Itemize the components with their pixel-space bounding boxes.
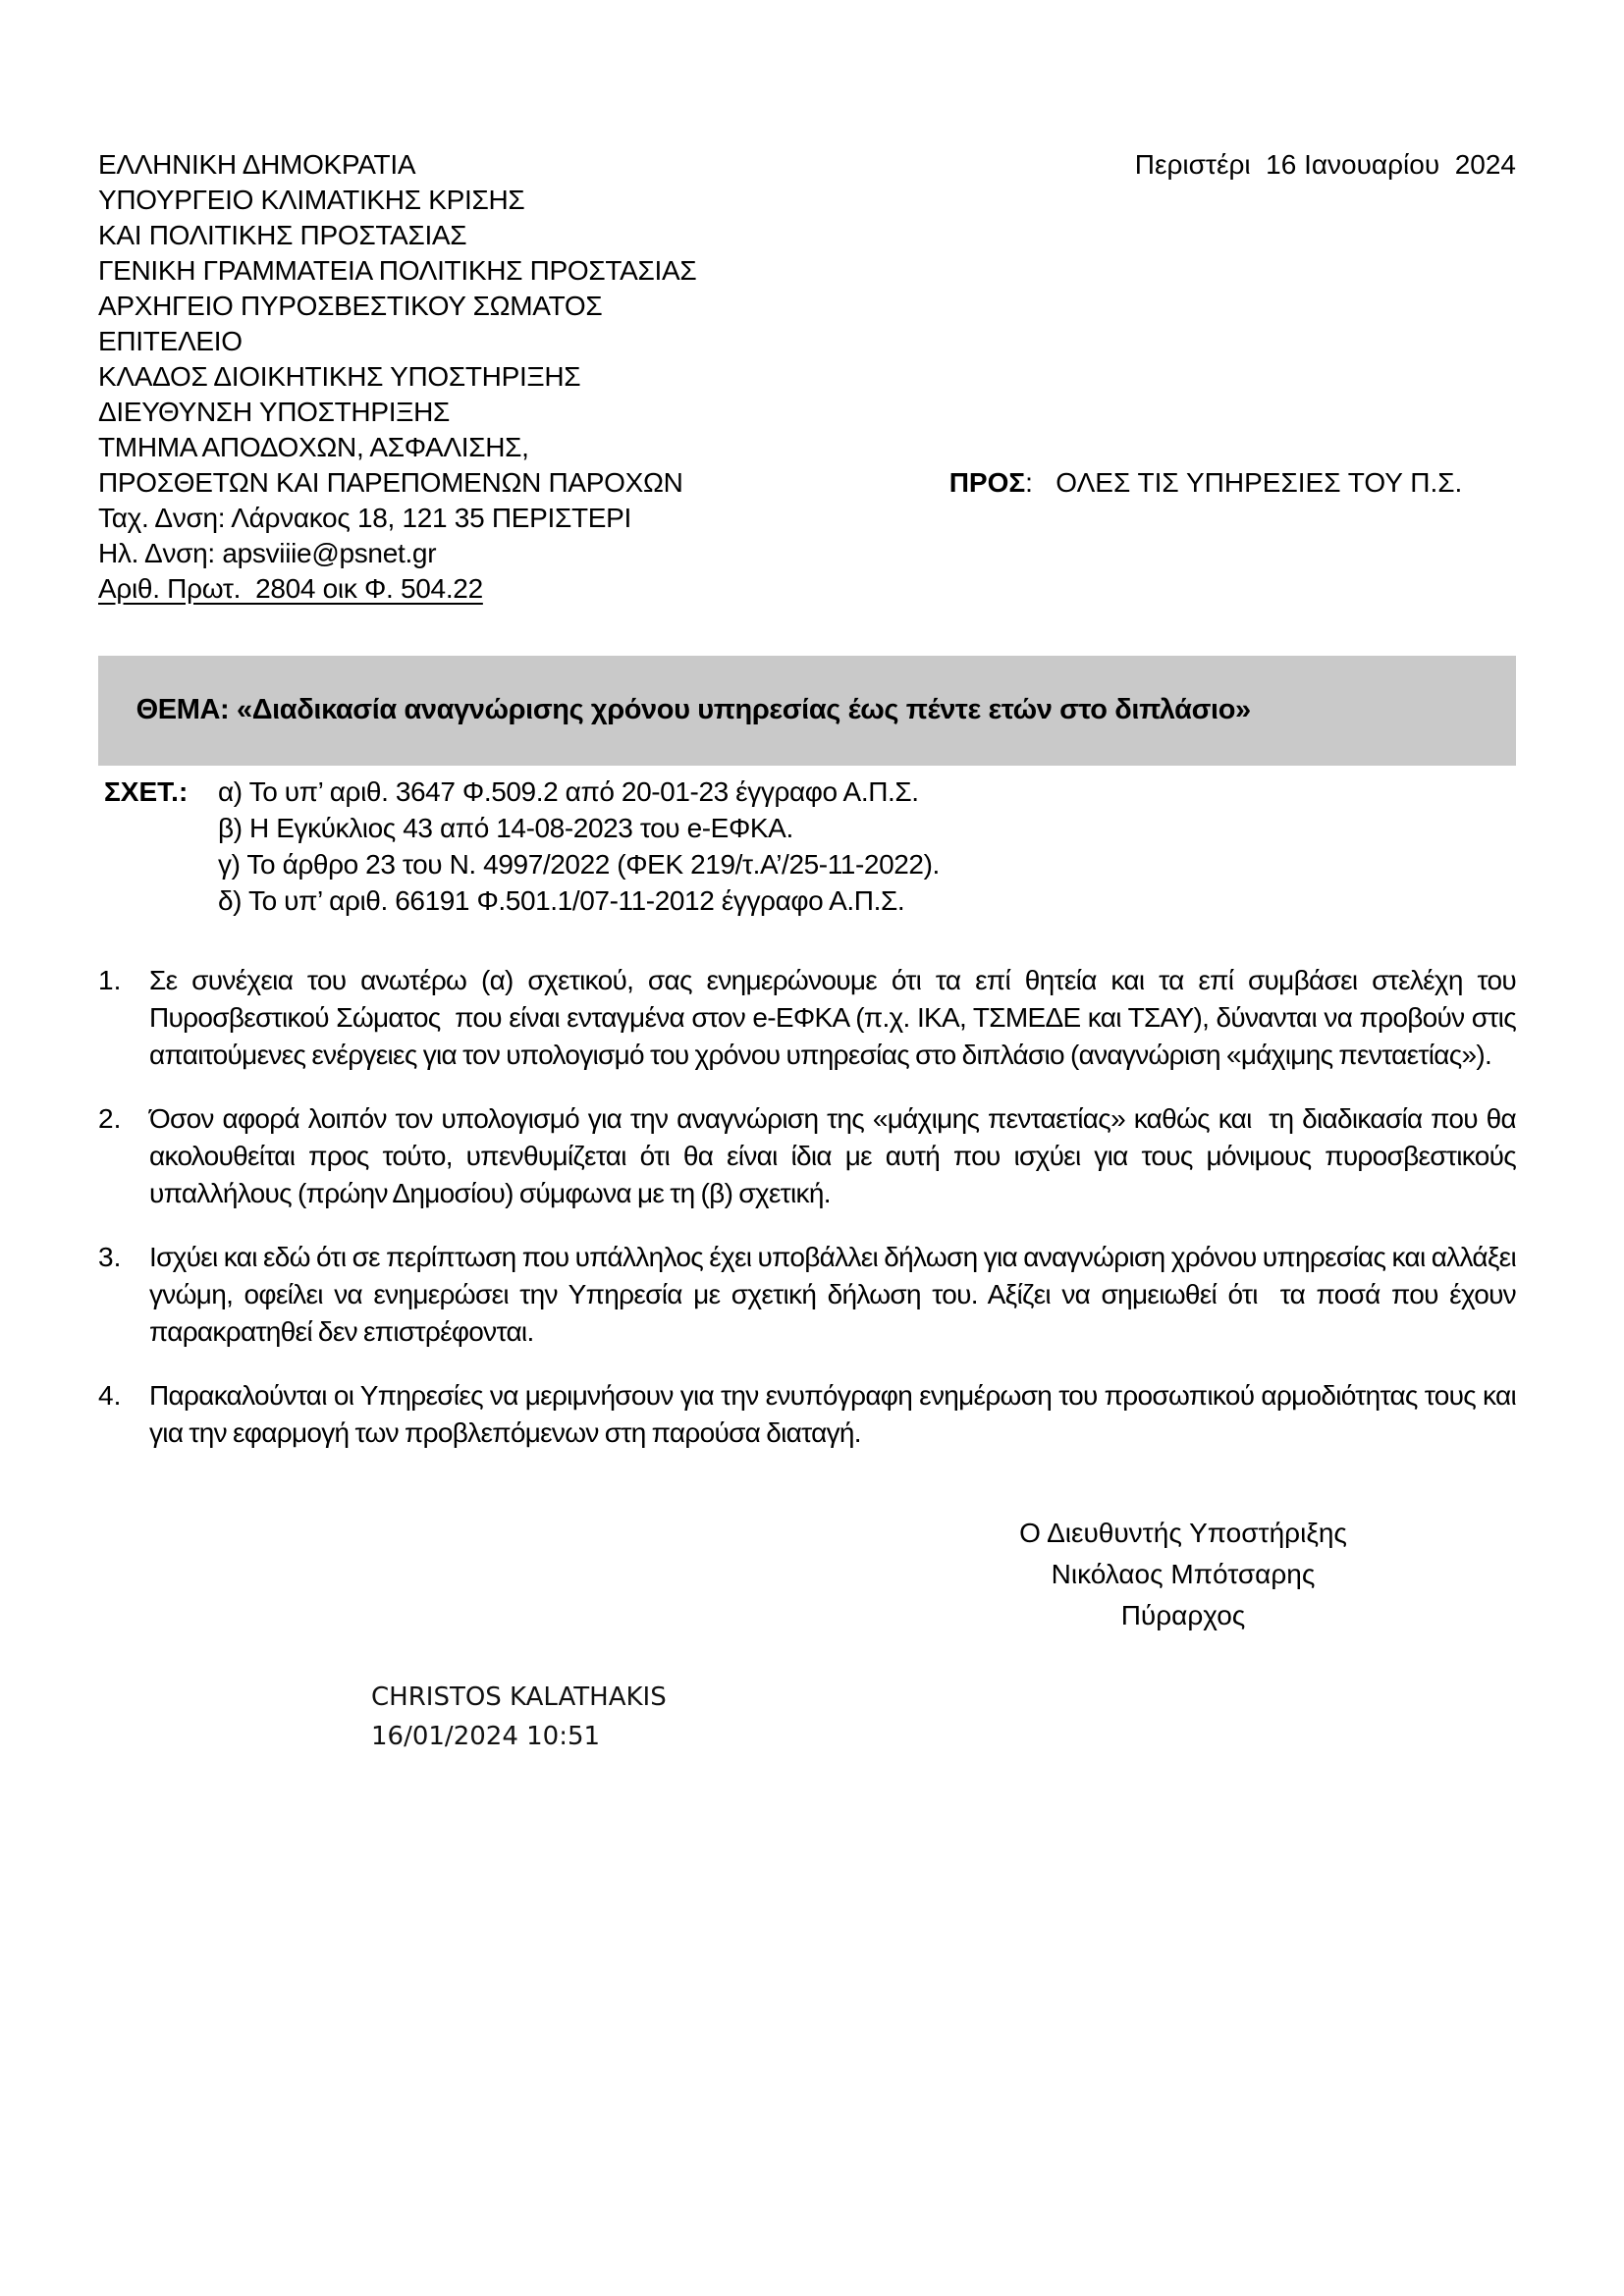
reference-item: δ) Το υπ’ αριθ. 66191 Φ.501.1/07-11-2012 έγγραφο Α.Π.Σ. (218, 885, 905, 916)
paragraph-text: Σε συνέχεια του ανωτέρω (α) σχετικού, σας ενημερώνουμε ότι τα επί θητεία και τα επί συμβάσει στελέχη του Πυροσβεστικού Σώματος που είναι ενταγμένα στον e-ΕΦΚΑ (π.χ. ΙΚΑ, ΤΣΜΕΔΕ και ΤΣΑΥ), δύνανται να προβούν στις απαιτούμενες ενέργειες για τον υπολογισμό του χρόνου υπηρεσίας στο διπλάσιο (αναγνώριση «μάχιμης πενταετίας»). (149, 965, 1523, 1070)
paragraph-4 (98, 1377, 1523, 1452)
body-paragraphs (98, 962, 1523, 1452)
date-line: Περιστέρι 16 Ιανουαρίου 2024 (1134, 149, 1516, 180)
postal-address-line: Ταχ. Δνση: Λάρνακος 18, 121 35 ΠΕΡΙΣΤΕΡΙ (98, 503, 632, 533)
recipient-value: ΟΛΕΣ ΤΙΣ ΥΠΗΡΕΣΙΕΣ ΤΟΥ Π.Σ. (1056, 467, 1463, 498)
letterhead-line: ΓΕΝΙΚΗ ΓΡΑΜΜΑΤΕΙΑ ΠΟΛΙΤΙΚΗΣ ΠΡΟΣΤΑΣΙΑΣ (98, 255, 697, 286)
letterhead-line: ΤΜΗΜΑ ΑΠΟΔΟΧΩΝ, ΑΣΦΑΛΙΣΗΣ, (98, 432, 529, 462)
digital-signature-stamp (371, 1678, 1516, 1756)
stamp-signer-name: CHRISTOS KALATHAKIS (371, 1682, 667, 1712)
letterhead-block (98, 147, 1516, 607)
paragraph-number: 1. (98, 965, 122, 995)
reference-item: α) Το υπ’ αριθ. 3647 Φ.509.2 από 20-01-23 έγγραφο Α.Π.Σ. (218, 776, 919, 807)
letterhead-line: ΑΡΧΗΓΕΙΟ ΠΥΡΟΣΒΕΣΤΙΚΟΥ ΣΩΜΑΤΟΣ (98, 291, 603, 321)
paragraph-number: 3. (98, 1242, 122, 1272)
references-label: ΣΧΕΤ.: (104, 776, 189, 807)
subject-text: «Διαδικασία αναγνώρισης χρόνου υπηρεσίας έως πέντε ετών στο διπλάσιο» (236, 694, 1251, 725)
reference-item: γ) Το άρθρο 23 του Ν. 4997/2022 (ΦΕΚ 219/τ.Α’/25-11-2022). (218, 849, 940, 880)
paragraph-2 (98, 1100, 1523, 1212)
letterhead-line: ΚΛΑΔΟΣ ΔΙΟΙΚΗΤΙΚΗΣ ΥΠΟΣΤΗΡΙΞΗΣ (98, 361, 581, 392)
paragraph-1 (98, 962, 1523, 1074)
paragraph-3 (98, 1239, 1523, 1351)
document-header (98, 147, 1516, 607)
references-block (98, 774, 1516, 919)
signatory-name: Νικόλαος Μπότσαρης (1051, 1559, 1316, 1589)
subject-label: ΘΕΜΑ (135, 694, 221, 725)
protocol-number-line: Αριθ. Πρωτ. 2804 οικ Φ. 504.22 (98, 573, 483, 604)
paragraph-number: 4. (98, 1380, 122, 1411)
signature-block (844, 1513, 1522, 1636)
stamp-datetime: 16/01/2024 10:51 (371, 1722, 601, 1751)
letterhead-line: ΚΑΙ ΠΟΛΙΤΙΚΗΣ ΠΡΟΣΤΑΣΙΑΣ (98, 220, 467, 250)
letterhead-line: ΔΙΕΥΘΥΝΣΗ ΥΠΟΣΤΗΡΙΞΗΣ (98, 397, 451, 427)
paragraph-text: Ισχύει και εδώ ότι σε περίπτωση που υπάλληλος έχει υποβάλλει δήλωση για αναγνώριση χρόνου υπηρεσίας και αλλάξει γνώμη, οφείλει να ενημερώσει την Υπηρεσία με σχετική δήλωση του. Αξίζει να σημειωθεί ότι τα ποσά που έχουν παρακρατηθεί δεν επιστρέφονται. (149, 1242, 1523, 1347)
paragraph-number: 2. (98, 1103, 122, 1134)
email-address-line: Ηλ. Δνση: apsviiie@psnet.gr (98, 538, 437, 568)
recipient-separator: : (1025, 467, 1056, 498)
letterhead-line: ΥΠΟΥΡΓΕΙΟ ΚΛΙΜΑΤΙΚΗΣ ΚΡΙΣΗΣ (98, 185, 525, 215)
letterhead-line: ΠΡΟΣΘΕΤΩΝ ΚΑΙ ΠΑΡΕΠΟΜΕΝΩΝ ΠΑΡΟΧΩΝ (98, 467, 683, 498)
recipient-label: ΠΡΟΣ (948, 467, 1026, 498)
subject-separator: : (220, 694, 237, 725)
recipient-block (903, 430, 1462, 536)
paragraph-text: Παρακαλούνται οι Υπηρεσίες να μεριμνήσουν για την ενυπόγραφη ενημέρωση του προσωπικού αρμοδιότητας τους και για την εφαρμογή των προβλεπόμενων στη παρούσα διαταγή. (149, 1380, 1523, 1448)
signatory-rank: Πύραρχος (1120, 1600, 1246, 1630)
paragraph-text: Όσον αφορά λοιπόν τον υπολογισμό για την αναγνώριση της «μάχιμης πενταετίας» καθώς και τη διαδικασία που θα ακολουθείται προς τούτο, υπενθυμίζεται ότι θα είναι ίδια με αυτή που ισχύει για τους μόνιμους πυροσβεστικούς υπαλλήλους (πρώην Δημοσίου) σύμφωνα με τη (β) σχετική. (149, 1103, 1523, 1208)
reference-item: β) Η Εγκύκλιος 43 από 14-08-2023 του e-ΕΦΚΑ. (218, 813, 793, 843)
letterhead-line: ΕΠΙΤΕΛΕΙΟ (98, 326, 243, 356)
subject-bar (98, 656, 1516, 766)
letterhead-line: ΕΛΛΗΝΙΚΗ ΔΗΜΟΚΡΑΤΙΑ (98, 149, 416, 180)
signatory-title: Ο Διευθυντής Υποστήριξης (1019, 1518, 1347, 1548)
